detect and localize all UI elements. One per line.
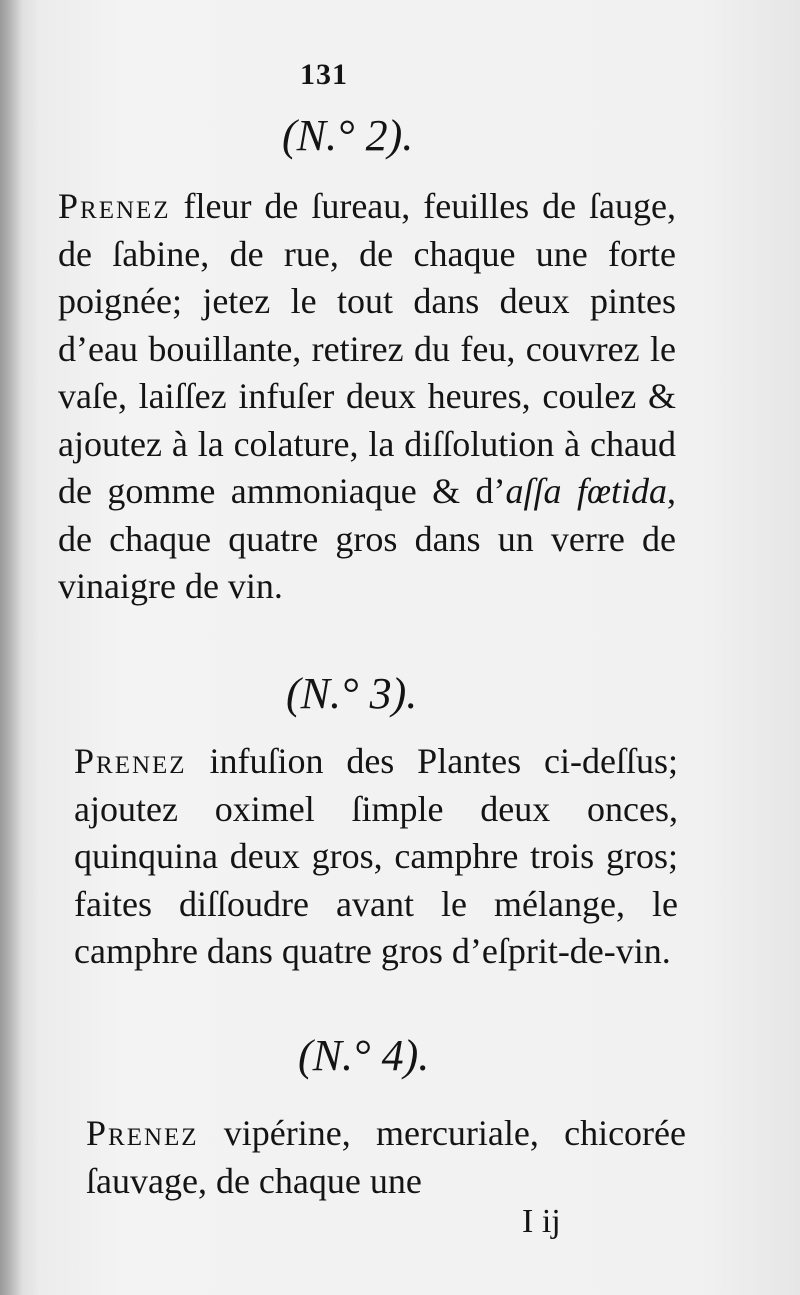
paragraph-3 [74,738,678,976]
section-heading-4: (N.° 4). [298,1031,430,1080]
paragraph-italic-term: aſſa fœtida [505,471,667,511]
section-heading-3: (N.° 3). [286,669,418,718]
paragraph-text: fleur de ſureau, feuilles de ſauge, de ſabine, de rue, de chaque une forte poignée; jetez le tout dans deux pintes d’eau bouillante, retirez du feu, couvrez le vaſe, laiſſez infuſer deux heures, coulez & ajoutez à la colature, la diſſolution à chaud de gomme ammoniaque & d’ [58,186,676,511]
paragraph-lead-word: Prenez [74,741,187,781]
paragraph-lead-word: Prenez [58,186,171,226]
paragraph-4 [86,1110,686,1205]
gutter-shadow [0,0,22,1295]
paragraph-lead-word: Prenez [86,1113,199,1153]
paragraph-text: vipérine, mercuriale, chicorée ſauvage, de chaque une [86,1113,686,1201]
section-heading-2: (N.° 2). [282,111,414,160]
page-number: 131 [300,58,348,91]
signature-mark: I ij [522,1203,561,1240]
paragraph-text-tail: , de chaque quatre gros dans un verre de vinaigre de vin. [58,471,676,606]
paragraph-2 [58,183,676,611]
paragraph-text: infuſion des Plantes ci-deſſus; ajoutez oximel ſimple deux onces, quinquina deux gros, camphre trois gros; faites diſſoudre avant le mélange, le camphre dans quatre gros d’eſprit-de-vin. [74,741,678,971]
